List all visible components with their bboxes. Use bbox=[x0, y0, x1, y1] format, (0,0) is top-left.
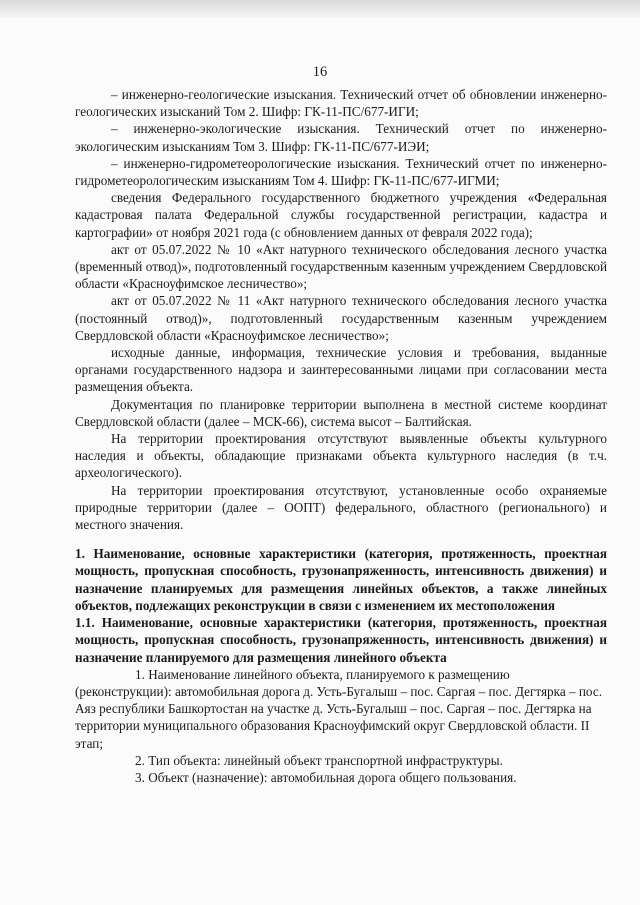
paragraph-cadastral-info: сведения Федерального государственного бюджетного учреждения «Федеральная кадастровая палата Федеральной службы государственной регистрации, кадастра и картографии» от ноября 2021 года (с обновлением данных от февраля 2022 года); bbox=[75, 190, 607, 240]
page-body bbox=[75, 86, 607, 786]
paragraph-cultural-heritage: На территории проектирования отсутствуют выявленные объекты культурного наследия и объекты, обладающие признаками объекта культурного наследия (в т.ч. археологического). bbox=[75, 431, 607, 481]
scan-top-shadow bbox=[0, 0, 640, 18]
paragraph-ecology-survey: – инженерно-экологические изыскания. Технический отчет по инженерно-экологическим изысканиям Том 3. Шифр: ГК-11-ПС/677-ИЭИ; bbox=[75, 121, 607, 154]
section-heading-1: 1. Наименование, основные характеристики (категория, протяженность, проектная мощность, пропускная способность, грузонапряженность, интенсивность движения) и назначение планируемых для размещения линейных объектов, а также линейных объектов, подлежащих реконструкции в связи с изменением их местоположения bbox=[75, 546, 607, 613]
paragraph-protected-areas: На территории проектирования отсутствуют, установленные особо охраняемые природные территории (далее – ООПТ) федерального, областного (регионального) и местного значения. bbox=[75, 482, 607, 533]
paragraph-geology-survey: – инженерно-геологические изыскания. Технический отчет об обновлении инженерно-геологических изысканий Том 2. Шифр: ГК-11-ПС/677-ИГИ; bbox=[75, 87, 607, 120]
paragraph-coordinate-system: Документация по планировке территории выполнена в местной системе координат Свердловской области (далее – МСК-66), система высот – Балтийская. bbox=[75, 396, 607, 429]
section-heading-1-1: 1.1. Наименование, основные характеристики (категория, протяженность, проектная мощность, пропускная способность, грузонапряженность, интенсивность движения) и назначение планируемого для размещения линейного объекта bbox=[75, 615, 607, 665]
list-item-object-type: 2. Тип объекта: линейный объект транспортной инфраструктуры. bbox=[135, 752, 503, 768]
paragraph-act-10: акт от 05.07.2022 № 10 «Акт натурного технического обследования лесного участка (временный отвод)», подготовленный государственным казенным учреждением Свердловской области «Красноуфимское лесничество»; bbox=[75, 241, 607, 292]
paragraph-source-data: исходные данные, информация, технические условия и требования, выданные органами государственного надзора и заинтересованными лицами при согласовании места размещения объекта. bbox=[75, 345, 607, 395]
paragraph-act-11: акт от 05.07.2022 № 11 «Акт натурного технического обследования лесного участка (постоянный отвод)», подготовленный государственным казенным учреждением Свердловской области «Красноуфимское лесничество»; bbox=[75, 293, 607, 343]
list-item-object-name: 1. Наименование линейного объекта, планируемого к размещению (реконструкции): автомобильная дорога д. Усть-Бугалыш – пос. Саргая – пос. Дегтярка – пос. Аяз республики Башкортостан на участке д. Усть-Бугалыш – пос. Саргая – пос. Дегтярка на территории муниципального образования Красноуфимский округ Свердловской области. II этап; bbox=[75, 666, 602, 751]
paragraph-hydromet-survey: – инженерно-гидрометеорологические изыскания. Технический отчет по инженерно-гидрометеорологическим изысканиям Том 4. Шифр: ГК-11-ПС/677-ИГМИ; bbox=[75, 155, 607, 189]
page-number: 16 bbox=[312, 64, 328, 80]
list-item-object-purpose: 3. Объект (назначение): автомобильная дорога общего пользования. bbox=[135, 769, 517, 785]
